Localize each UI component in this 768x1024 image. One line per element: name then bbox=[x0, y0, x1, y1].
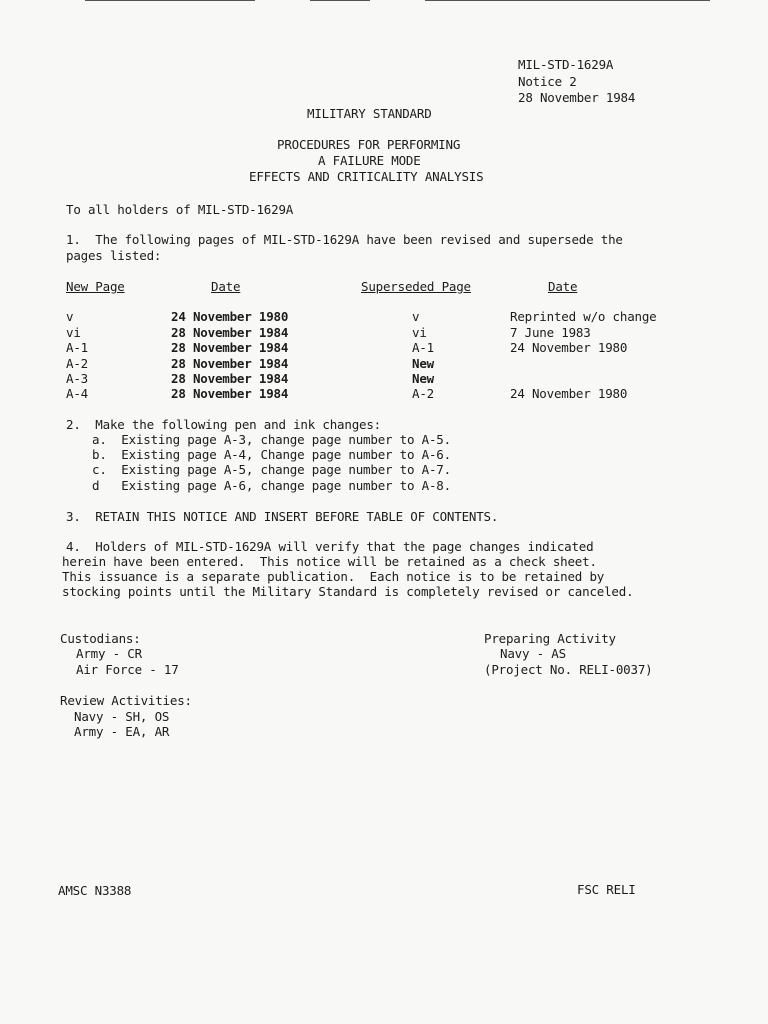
list-item: a. Existing page A-3, change page number to A-5. bbox=[92, 432, 451, 447]
preparing-activity-heading: Preparing Activity bbox=[484, 631, 616, 646]
cell-superseded-date: 7 June 1983 bbox=[510, 325, 591, 340]
footer-fsc: FSC RELI bbox=[577, 882, 636, 897]
cell-new-page: A-1 bbox=[66, 340, 88, 355]
preparing-activity-navy: Navy - AS bbox=[500, 646, 566, 661]
top-scan-line-3 bbox=[425, 0, 710, 1]
table-header-date: Date bbox=[211, 279, 241, 294]
item-4-line-3: This issuance is a separate publication. Each notice is to be retained by bbox=[62, 569, 605, 584]
item-4-line-1: 4. Holders of MIL-STD-1629A will verify that the page changes indicated bbox=[66, 539, 594, 554]
cell-new-page: vi bbox=[66, 325, 81, 340]
cell-date: 28 November 1984 bbox=[171, 356, 289, 371]
title-failure-mode: A FAILURE MODE bbox=[318, 153, 421, 168]
cell-date: 28 November 1984 bbox=[171, 325, 289, 340]
preparing-activity-project: (Project No. RELI-0037) bbox=[484, 662, 653, 677]
item-1-line-1: 1. The following pages of MIL-STD-1629A have been revised and supersede the bbox=[66, 232, 623, 247]
cell-superseded-page: vi bbox=[412, 325, 427, 340]
footer-amsc: AMSC N3388 bbox=[58, 883, 132, 898]
custodian-air-force: Air Force - 17 bbox=[76, 662, 179, 677]
cell-date: 28 November 1984 bbox=[171, 371, 289, 386]
cell-new-page: A-4 bbox=[66, 386, 88, 401]
list-item: b. Existing page A-4, Change page number to A-6. bbox=[92, 447, 451, 462]
cell-date: 28 November 1984 bbox=[171, 386, 289, 401]
review-activity-navy: Navy - SH, OS bbox=[74, 709, 170, 724]
notice-date: 28 November 1984 bbox=[518, 90, 636, 105]
notice-number: Notice 2 bbox=[518, 74, 577, 89]
title-effects-analysis: EFFECTS AND CRITICALITY ANALYSIS bbox=[249, 169, 484, 184]
item-3: 3. RETAIN THIS NOTICE AND INSERT BEFORE TABLE OF CONTENTS. bbox=[66, 509, 499, 524]
cell-superseded-date: Reprinted w/o change bbox=[510, 309, 657, 324]
review-activity-army: Army - EA, AR bbox=[74, 724, 170, 739]
title-military-standard: MILITARY STANDARD bbox=[307, 106, 432, 121]
custodians-heading: Custodians: bbox=[60, 631, 141, 646]
list-item: c. Existing page A-5, change page number to A-7. bbox=[92, 462, 451, 477]
salutation: To all holders of MIL-STD-1629A bbox=[66, 202, 294, 217]
table-header-new-page: New Page bbox=[66, 279, 125, 294]
list-item: d Existing page A-6, change page number to A-8. bbox=[92, 478, 451, 493]
item-4-line-4: stocking points until the Military Standard is completely revised or canceled. bbox=[62, 584, 634, 599]
cell-superseded-page: New bbox=[412, 356, 434, 371]
cell-superseded-page: A-2 bbox=[412, 386, 434, 401]
cell-date: 28 November 1984 bbox=[171, 340, 289, 355]
top-scan-line-1 bbox=[85, 0, 255, 1]
cell-superseded-page: New bbox=[412, 371, 434, 386]
cell-new-page: v bbox=[66, 309, 74, 324]
table-header-superseded-date: Date bbox=[548, 279, 578, 294]
item-4-line-2: herein have been entered. This notice will be retained as a check sheet. bbox=[62, 554, 597, 569]
custodian-army: Army - CR bbox=[76, 646, 142, 661]
item-2-intro: 2. Make the following pen and ink changes: bbox=[66, 417, 382, 432]
top-scan-line-2 bbox=[310, 0, 370, 1]
cell-new-page: A-3 bbox=[66, 371, 88, 386]
cell-new-page: A-2 bbox=[66, 356, 88, 371]
review-activities-heading: Review Activities: bbox=[60, 693, 192, 708]
cell-date: 24 November 1980 bbox=[171, 309, 289, 324]
table-header-superseded-page: Superseded Page bbox=[361, 279, 471, 294]
document-number: MIL-STD-1629A bbox=[518, 57, 614, 72]
cell-superseded-page: v bbox=[412, 309, 420, 324]
item-1-line-2: pages listed: bbox=[66, 248, 162, 263]
cell-superseded-date: 24 November 1980 bbox=[510, 340, 628, 355]
title-procedures: PROCEDURES FOR PERFORMING bbox=[277, 137, 461, 152]
cell-superseded-date: 24 November 1980 bbox=[510, 386, 628, 401]
cell-superseded-page: A-1 bbox=[412, 340, 434, 355]
